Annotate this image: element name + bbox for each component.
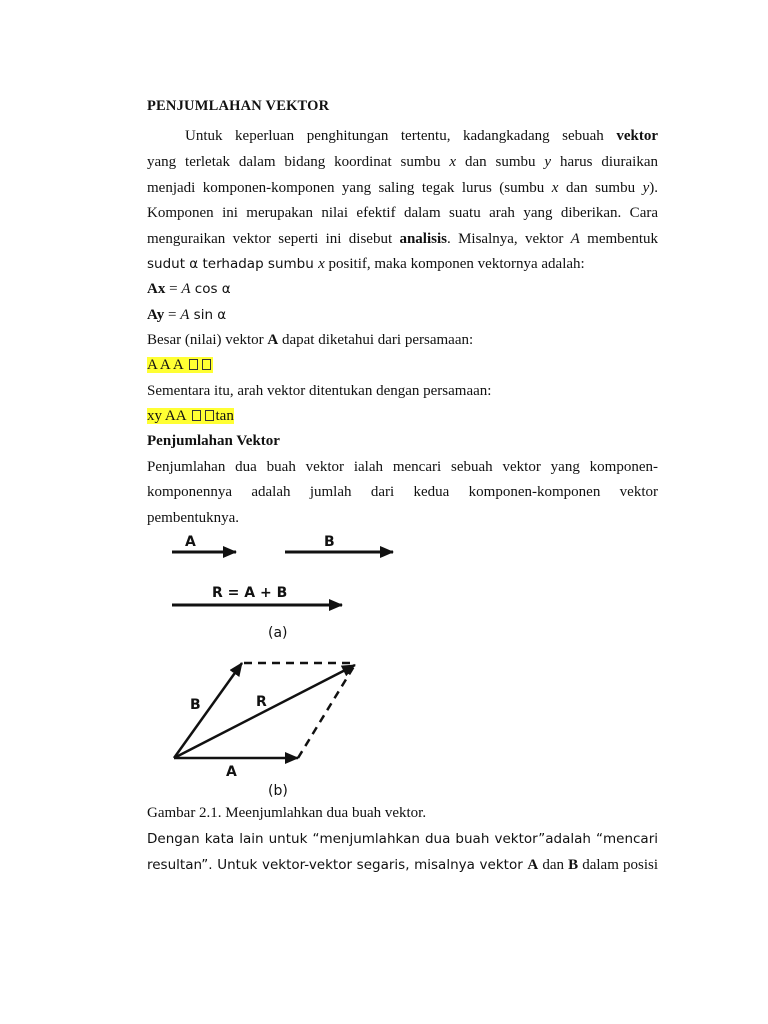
formula-label: Ay [147, 307, 165, 323]
missing-glyph-box [202, 359, 211, 370]
text-run: xy AA [147, 408, 186, 424]
italic-var: x [318, 256, 325, 272]
paragraph-line: Penjumlahan dua buah vektor ialah mencari sebuah vektor yang komponen- [147, 459, 658, 475]
italic-var: y [642, 180, 650, 196]
paragraph-line [147, 178, 658, 198]
text-run: dalam posisi [578, 857, 658, 873]
resultant-arrow-b [174, 665, 355, 758]
text-run: = [164, 307, 181, 323]
text-run: = [165, 281, 182, 297]
paragraph-line [147, 330, 473, 350]
missing-glyph-box [205, 410, 214, 421]
paragraph-line [147, 152, 658, 172]
missing-glyph-box [192, 410, 201, 421]
text-run: menjadi komponen-komponen yang saling tegak lurus (sumbu [147, 180, 552, 196]
text-run: sudut α terhadap sumbu [147, 256, 319, 272]
paragraph-line: Sementara itu, arah vektor ditentukan dengan persamaan: [147, 383, 492, 399]
text-run: tan [215, 408, 234, 424]
dashed-right-edge [298, 663, 356, 758]
text-run: ). [649, 180, 658, 196]
paragraph-line [147, 254, 585, 274]
highlighted-equation [147, 357, 213, 373]
text-run: menguraikan vektor seperti ini disebut [147, 231, 400, 247]
paragraph-line [147, 855, 658, 875]
text-run: yang terletak dalam bidang koordinat sumbu [147, 154, 450, 170]
paragraph-line [147, 229, 658, 249]
vector-b-label: B [324, 534, 335, 550]
formula-ay [147, 305, 226, 325]
italic-var: A [181, 281, 191, 297]
text-run: dan sumbu [558, 180, 643, 196]
italic-var: y [544, 154, 552, 170]
vector-r-label-b: R [256, 694, 267, 710]
caption-b: (b) [268, 783, 288, 799]
bold-term: A [267, 332, 279, 348]
subsection-heading [147, 431, 280, 451]
bold-term: vektor [616, 128, 658, 144]
vector-addition-figure [160, 525, 420, 800]
formula-ax [147, 279, 231, 299]
formula-label: Ax [147, 281, 166, 297]
vector-b-arrow-b [174, 663, 242, 758]
text-run: Besar (nilai) vektor [147, 332, 268, 348]
bold-term: Penjumlahan Vektor [147, 433, 280, 449]
vector-b-label-b: B [190, 697, 201, 713]
bold-term: B [568, 857, 579, 873]
text-run: Untuk keperluan penghitungan tertentu, kadangkadang sebuah [185, 128, 617, 144]
text-run: dan [538, 857, 569, 873]
missing-glyph-box [189, 359, 198, 370]
paragraph-line: komponennya adalah jumlah dari kedua komponen-komponen vektor [147, 484, 658, 500]
section-heading: PENJUMLAHAN VEKTOR [147, 98, 330, 114]
vector-a-label-b: A [226, 764, 237, 780]
equation-direction [147, 406, 234, 426]
caption-a: (a) [268, 625, 288, 641]
text-run: positif, maka komponen vektornya adalah: [324, 256, 585, 272]
text-run: A A A [147, 357, 183, 373]
text-run: harus diuraikan [551, 154, 658, 170]
highlighted-equation [147, 408, 234, 424]
equation-magnitude [147, 355, 213, 375]
paragraph-line: Dengan kata lain untuk “menjumlahkan dua buah vektor”adalah “mencari [147, 831, 658, 847]
bold-term: analisis [399, 231, 447, 247]
text-run: sin α [189, 307, 227, 323]
text-run: dapat diketahui dari persamaan: [278, 332, 474, 348]
paragraph-line: pembentuknya. [147, 510, 240, 526]
text-run: membentuk [579, 231, 658, 247]
figure-caption: Gambar 2.1. Meenjumlahkan dua buah vektor. [147, 805, 427, 821]
italic-var: A [180, 307, 190, 323]
vector-r-label: R = A + B [212, 585, 288, 601]
paragraph-line: Komponen ini merupakan nilai efektif dalam suatu arah yang diberikan. Cara [147, 205, 658, 221]
text-run: dan sumbu [456, 154, 545, 170]
paragraph-line [147, 126, 658, 146]
bold-term: A [527, 857, 539, 873]
text-run: resultan”. Untuk vektor-vektor segaris, misalnya vektor [147, 857, 528, 873]
italic-var: x [449, 154, 457, 170]
italic-var: A [570, 231, 580, 247]
italic-var: x [551, 180, 559, 196]
text-run: . Misalnya, vektor [447, 231, 571, 247]
vector-a-label: A [185, 534, 196, 550]
text-run: cos α [190, 281, 231, 297]
